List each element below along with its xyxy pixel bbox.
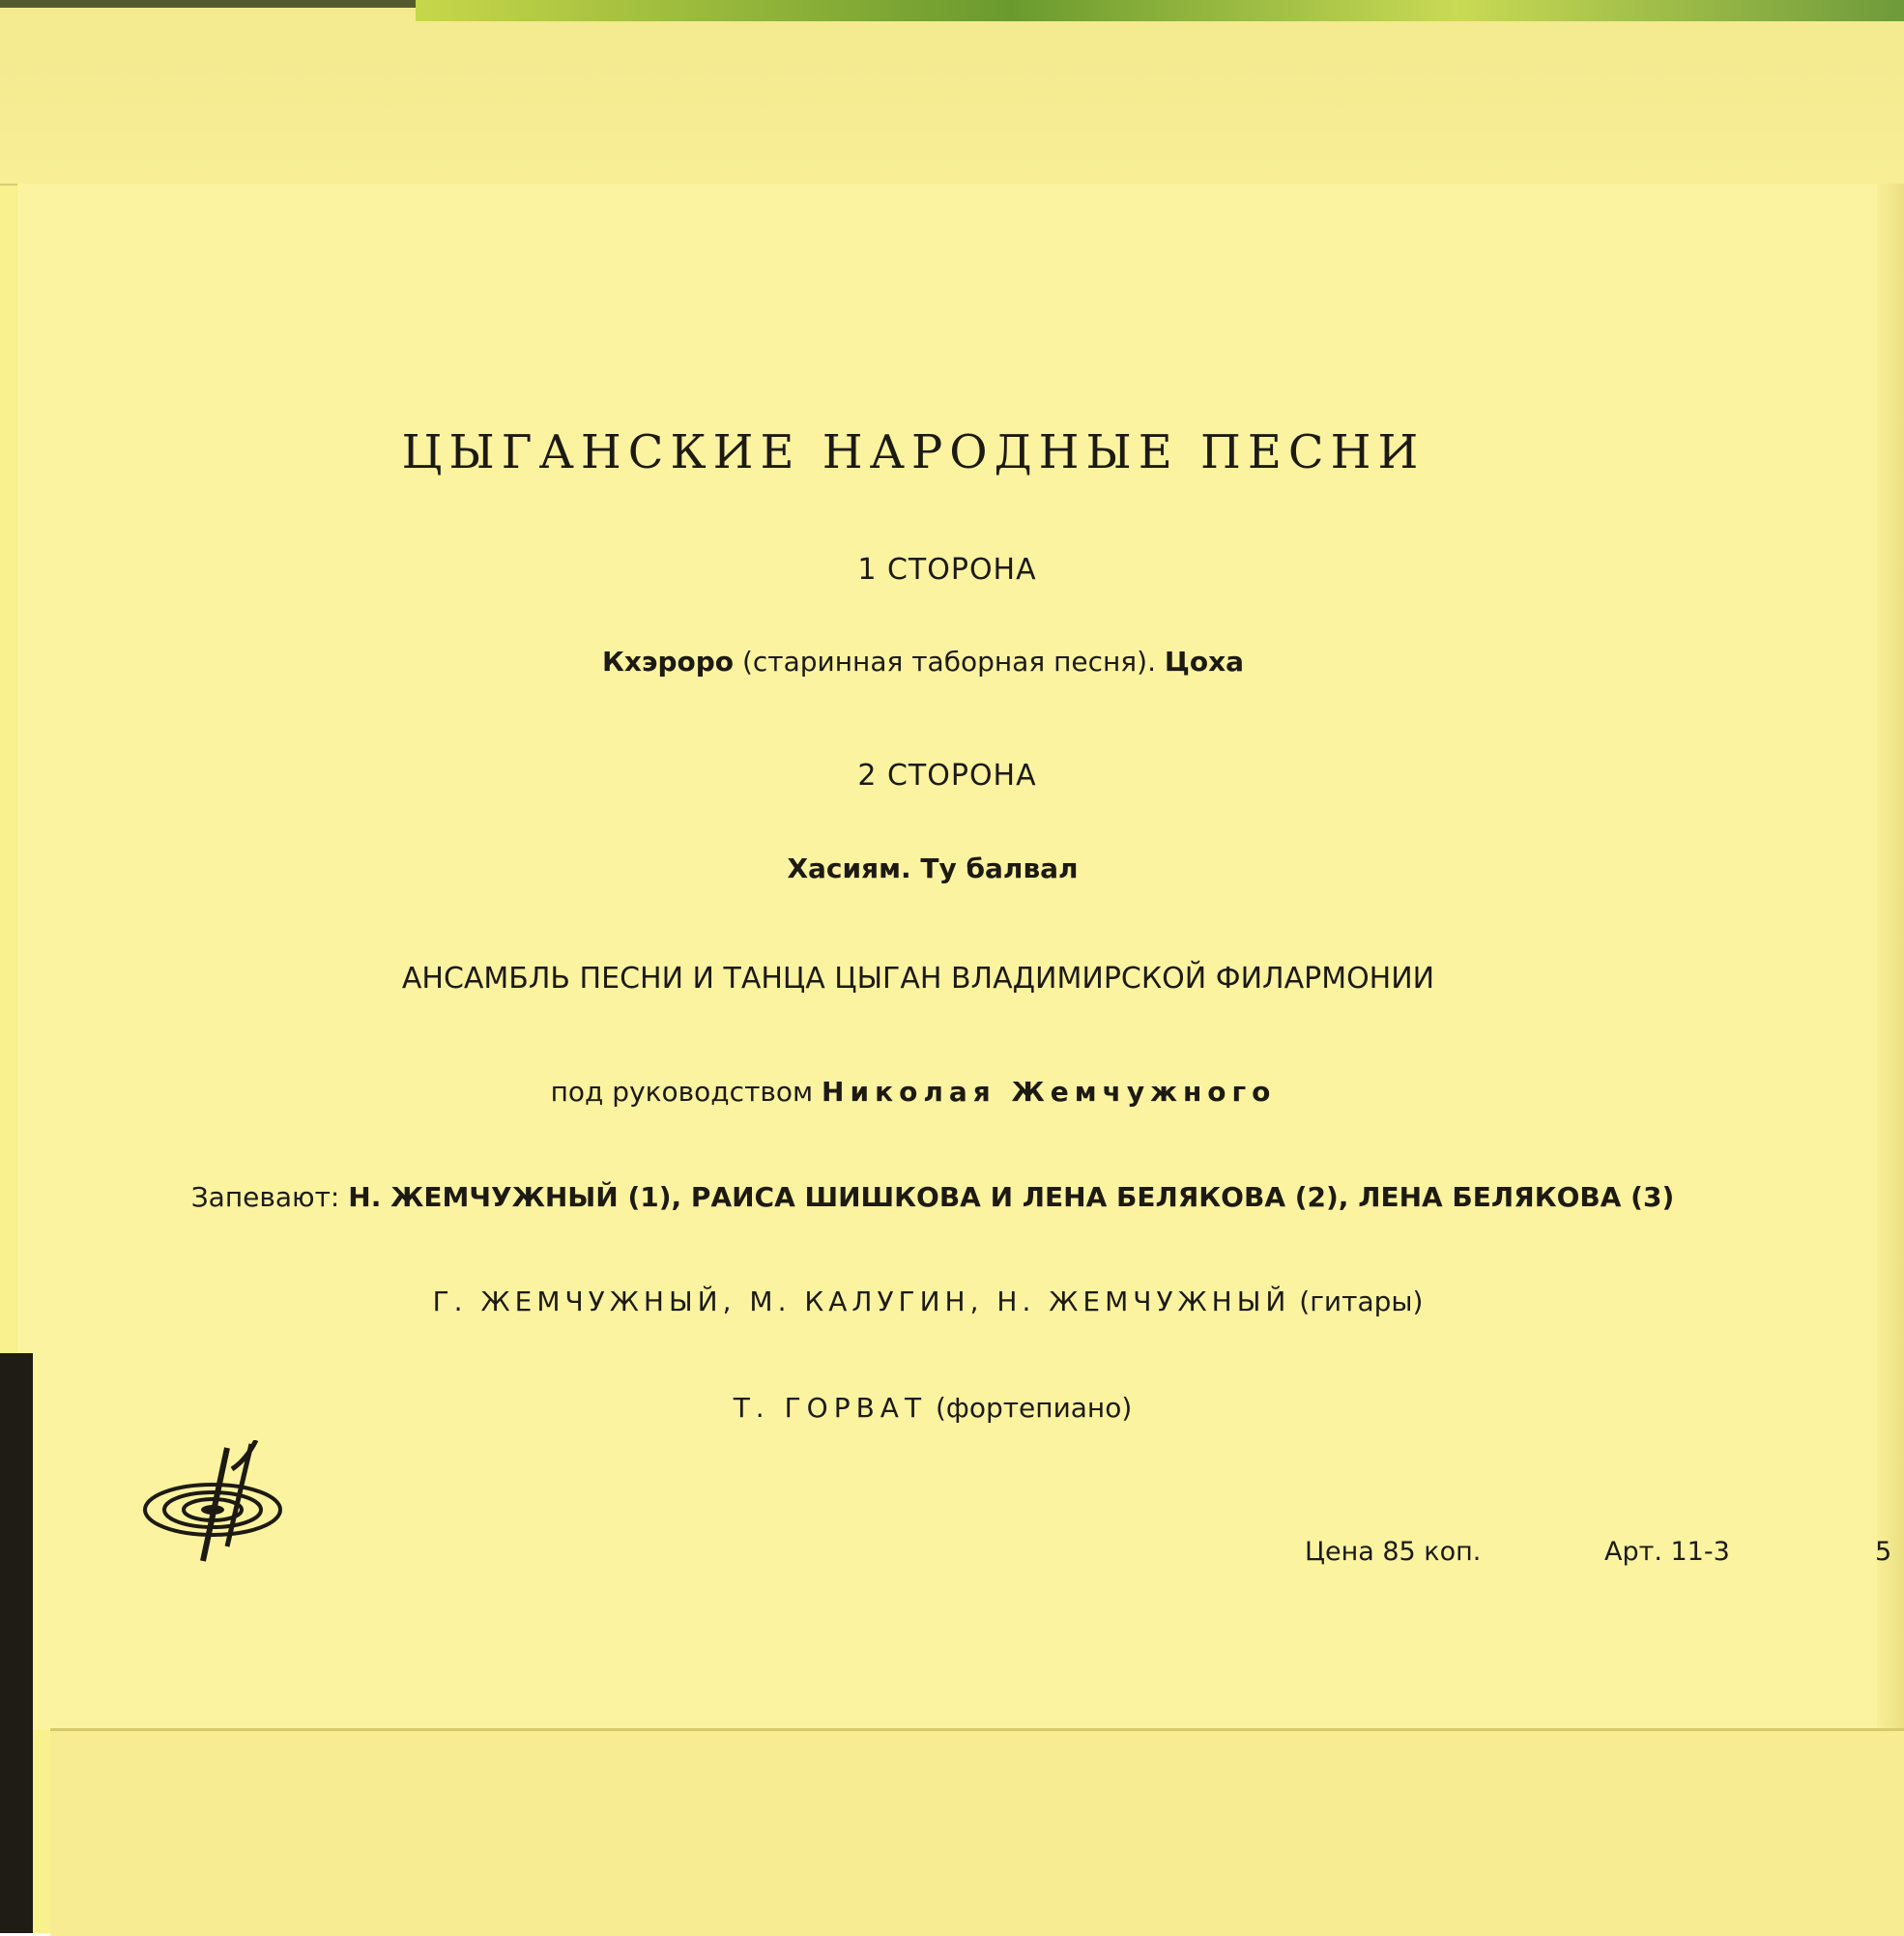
vocals-credit [0, 1181, 1885, 1213]
pianist-name: Т. ГОРВАТ [733, 1392, 928, 1424]
top-edge-dark-strip [0, 0, 416, 8]
left-edge-dark [0, 1353, 33, 1933]
bottom-flap [50, 1728, 1904, 1936]
track-tsokha: Цоха [1164, 646, 1245, 678]
vocals-names: Н. ЖЕМЧУЖНЫЙ (1), РАИСА ШИШКОВА И ЛЕНА БЕЛЯКОВА (2), ЛЕНА БЕЛЯКОВА (3) [348, 1181, 1675, 1213]
side-1-heading: 1 СТОРОНА [857, 553, 1037, 587]
guitars-instrument: (гитары) [1299, 1286, 1424, 1317]
side-2-heading: 2 СТОРОНА [857, 759, 1037, 793]
right-edge-shadow [1877, 184, 1904, 1730]
piano-credit [0, 1392, 1885, 1424]
ensemble-name: АНСАМБЛЬ ПЕСНИ И ТАНЦА ЦЫГАН ВЛАДИМИРСКОЙ ФИЛАРМОНИИ [401, 962, 1435, 996]
track-khероro: Кхэроро [601, 646, 735, 678]
album-title: ЦЫГАНСКИЕ НАРОДНЫЕ ПЕСНИ [401, 425, 1426, 479]
side-1-tracks [0, 646, 1875, 678]
direction-credit [0, 1076, 1865, 1108]
vocals-prefix: Запевают: [190, 1181, 340, 1213]
piano-instrument: (фортепиано) [935, 1392, 1133, 1424]
melodiya-logo-icon [135, 1440, 309, 1566]
guitars-credit [0, 1286, 1880, 1317]
direction-prefix: под руководством [550, 1076, 814, 1108]
side-2-tracks: Хасиям. Ту балвал [787, 852, 1079, 884]
director-name: Николая Жемчужного [822, 1076, 1277, 1108]
guitarist-names: Г. ЖЕМЧУЖНЫЙ, М. КАЛУГИН, Н. ЖЕМЧУЖНЫЙ [432, 1286, 1291, 1317]
track-note: (старинная таборная песня). [741, 646, 1156, 678]
edge-number: 5 [1875, 1537, 1892, 1567]
top-edge-cover-art-strip [416, 0, 1904, 21]
article-number: Арт. 11-3 [1604, 1537, 1730, 1567]
top-flap [0, 0, 1904, 186]
price-label: Цена 85 коп. [1305, 1537, 1482, 1567]
